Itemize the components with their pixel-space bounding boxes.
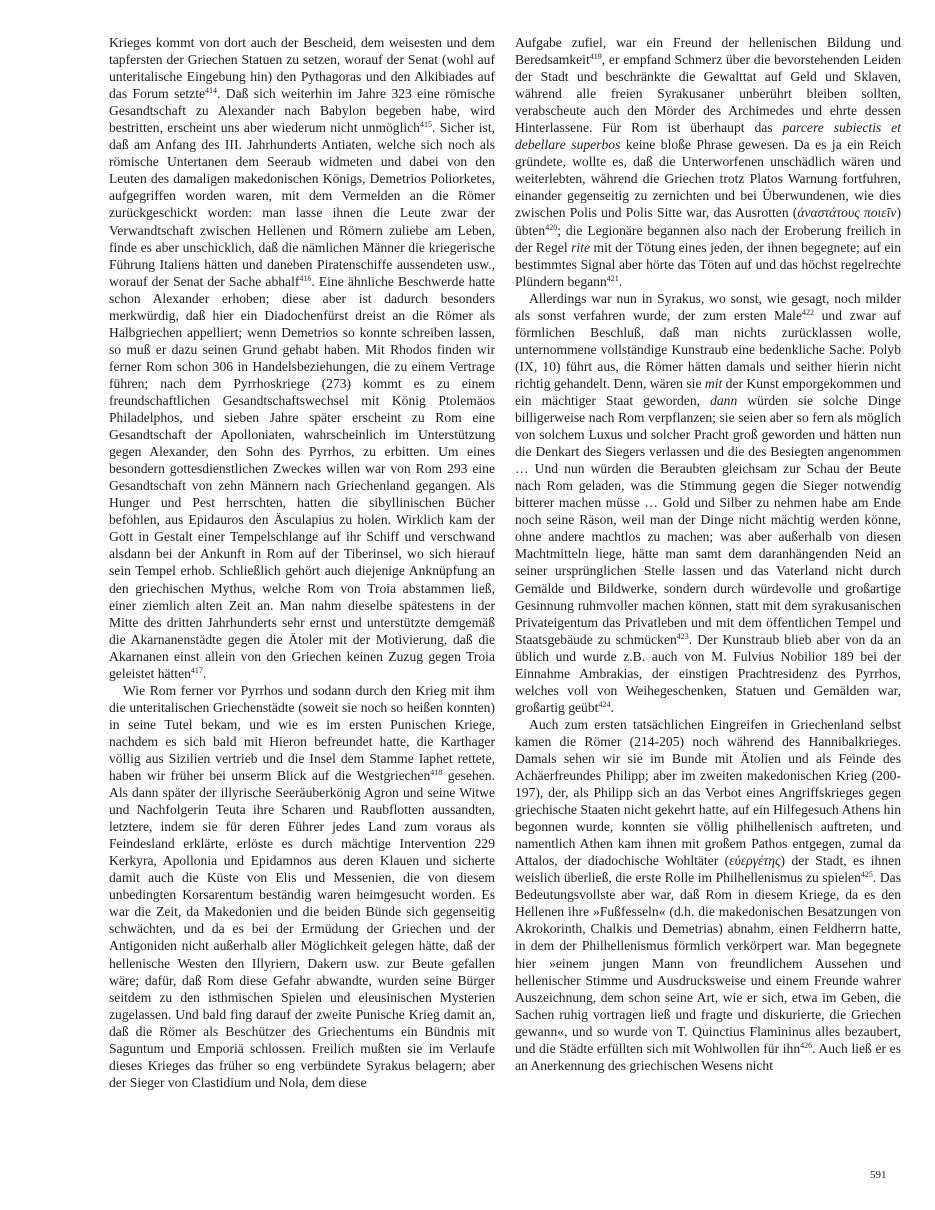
paragraph bbox=[515, 34, 901, 290]
emphasis-text: dann bbox=[710, 392, 738, 408]
paragraph bbox=[515, 716, 901, 1074]
paragraph bbox=[109, 682, 495, 1091]
footnote-ref: 419 bbox=[589, 52, 602, 62]
paragraph bbox=[515, 290, 901, 716]
footnote-ref: 420 bbox=[545, 222, 558, 232]
text-run: und zwar auf förmlichen Beschluß, daß man nichts zurücklassen wolle, unternommene vollständige Kunstraub eine bedenkliche Sache. Polyb (IX, 10) führt aus, die Römer hätten damals und seither hierin nicht richtig gehandelt. Denn, wären sie bbox=[515, 307, 901, 391]
footnote-ref: 415 bbox=[419, 120, 432, 130]
footnote-ref: 414 bbox=[205, 86, 218, 96]
emphasis-text: parcere subiectis et debellare superbos bbox=[515, 120, 901, 153]
footnote-ref: 421 bbox=[606, 273, 619, 283]
text-run: ; die Legionäre begannen also nach der Eroberung freilich in der Regel bbox=[515, 222, 901, 255]
emphasis-text: εὐεργέτης bbox=[729, 853, 781, 869]
footnote-ref: 418 bbox=[430, 768, 443, 778]
footnote-ref: 423 bbox=[676, 631, 689, 641]
text-run: ) übten bbox=[515, 205, 901, 238]
emphasis-text: mit bbox=[704, 375, 723, 391]
text-run: der Kunst emporgekommen und ein mächtiger Staat geworden, bbox=[515, 375, 901, 408]
text-run: Allerdings war nun in Syrakus, wo sonst, wie gesagt, noch milder als sonst verfahren wurde, der zum ersten Male bbox=[515, 290, 901, 323]
emphasis-text: ἀναστάτους ποιεῖν bbox=[797, 205, 897, 221]
text-run: . Auch ließ er es an Anerkennung des griechischen Wesens nicht bbox=[515, 1040, 901, 1073]
text-run: . Sicher ist, daß am Anfang des III. Jahrhunderts Antiaten, welche sich noch als römische Untertanen dem Seeraub widmeten und dabei von den Leuten des damaligen makedonischen Königs, Demetrios Poliorketes, aufgegriffen worden waren, mit dem Vermelden an die Römer zurückgeschickt worden: man lasse ihnen die Leute zwar der Verwandtschaft zwischen Hellenen und Römern zuliebe am Leben, finde es aber unschicklich, daß die nämlichen Männer die kriegerische Führung Italiens hätten und daneben Piratenschiffe aussendeten usw., worauf der Senat der Sache abhalf bbox=[109, 120, 495, 289]
footnote-ref: 424 bbox=[598, 699, 611, 709]
text-run: keine bloße Phrase gewesen. Da es ja ein Reich gründete, wollte es, daß die Unterworfenen unschädlich wären und weiterlebten, während die Griechen trotz Platos Warnung fortfuhren, einander gegenseitig zu zernichten und bei Überwundenen, wie dies zwischen Polis und Polis Sitte war, das Ausrotten ( bbox=[515, 137, 901, 221]
left-text-column bbox=[109, 34, 495, 1091]
footnote-ref: 416 bbox=[299, 273, 312, 283]
text-run: , er empfand Schmerz über die bevorstehenden Leiden der Stadt und beschränkte die Gewalttat auf Geld und Sklaven, während alle freien Syrakusaner unberührt bleiben sollten, verabscheute auch den Mörder des Archimedes und ehrte dessen Hinterlassene. Für Rom ist überhaupt das bbox=[515, 52, 901, 136]
emphasis-text: rite bbox=[571, 239, 591, 255]
text-run: würden sie solche Dinge billigerweise nach Rom verpflanzen; sie seien aber so fern als möglich von solchem Luxus und solcher Pracht groß geworden und hätten nun die Denkart des Siegers verlassen und die des Besiegten angenommen … Und nun würden die Beraubten gleichsam zur Schau der Beute nach Rom geladen, was die Stimmung gegen die Sieger notwendig bitterer machen müsse … Gold und Silber zu nehmen habe am Ende noch seine Räson, weil man der Dinge nicht mächtig werden könne, ohne andere machtlos zu machen; was aber außerhalb von diesen Machtmitteln liege, hätte man samt dem daranhängenden Neid an seiner ursprünglichen Stelle lassen und das Vaterland nicht durch Gemälde und Bildwerke, sondern durch würdevolle und großartige Gesinnung ruhmvoller machen können, statt mit dem syrakusanischen Privateigentum das Privatleben und mit dem öffentlichen Tempel und Staatsgebäude zu schmücken bbox=[515, 392, 901, 647]
text-run: . bbox=[618, 273, 623, 289]
text-run: Aufgabe zufiel, war ein Freund der hellenischen Bildung und Beredsamkeit bbox=[515, 35, 901, 68]
page-number: 591 bbox=[870, 1169, 887, 1181]
text-run: Krieges kommt von dort auch der Bescheid, dem weisesten und dem tapfersten der Griechen Statuen zu setzen, worauf der Senat (wohl auf unteritalische Eingebung hin) den Pythagoras und den Alkibiades auf das Forum setzte bbox=[109, 35, 495, 102]
text-run: ) der Stadt, es ihnen weislich überließ, die erste Rolle im Philhellenismus zu spielen bbox=[515, 853, 901, 886]
footnote-ref: 417 bbox=[190, 665, 203, 675]
text-run: Auch zum ersten tatsächlichen Eingreifen in Griechenland selbst kamen die Römer (214-205) noch während des Hannibalkrieges. Damals sehen wir sie im Bunde mit Ätolien und als Feinde des Achäerfreundes Philipp; aber im zweiten makedonischen Krieg (200-197), der, als Philipp sich an das Verbot eines Angriffskrieges gegen griechische Staaten nicht gekehrt hatte, auf ein Hilfegesuch Athens hin begonnen wurde, konnten sie völlig philhellenisch auftreten, und namentlich Athen kam ihnen mit großem Pathos entgegen, zumal da Attalos, der diadochische Wohltäter ( bbox=[515, 716, 901, 869]
text-run: . bbox=[610, 699, 614, 715]
text-run: gesehen. Als dann später der illyrische Seeräuberkönig Agron und seine Witwe und Nachfolgerin Teuta ihre Scharen und Raubflotten aussandten, letztere, indem sie für deren Führer jedes Land zum voraus als Feindesland erklärte, erlöste es durch mächtige Intervention 229 Kerkyra, Apollonia und Epidamnos aus deren Klauen und sicherte damit auch die Küste von Elis und Messenien, die von diesem unbedingten Korsarentum beständig waren heimgesucht worden. Es war die Zeit, da Makedonien und die beiden Bünde sich gegenseitig schwächten, und da es bei der Ermüdung der Griechen und der Antigoniden nicht außerhalb aller Möglichkeit gelegen hätte, daß der hellenische Westen den Illyriern, Dakern usw. zur Beute gefallen wäre; dafür, daß Rom diese Gefahr abwandte, wurden seine Bürger seitdem zu den isthmischen Spielen und eleusinischen Mysterien zugelassen. Und bald fing darauf der zweite Punische Krieg damit an, daß die Römer als Beschützer des Griechentums ein Bündnis mit Saguntum und Emporiä schlossen. Freilich mußten sie im Verlaufe dieses Krieges das früher so eng verbündete Syrakus belagern; aber der Sieger von Clastidium und Nola, dem diese bbox=[109, 768, 495, 1090]
text-run: . bbox=[202, 665, 207, 681]
text-run: . Das Bedeutungsvollste aber war, daß Rom in diesem Kriege, da es den Hellenen ihre »Fußfesseln« (d.h. die makedonischen Besatzungen von Akrokorinth, Chalkis und Demetrias) abnahm, einen Feldherrn hatte, in dem der Philhellenismus förmlich verkörpert war. Man begegnete hier »einem jungen Mann von freundlichem Aussehen und hellenischer Stimme und Ausdrucksweise und einem Freunde wahrer Auszeichnung, dem schon seine Art, wie er sich, etwa im Geben, die Sachen ruhig vortragen ließ und fragte und diskurierte, die Griechen gewann«, und so wurde von T. Quinctius Flamininus alles bezaubert, und die Städte erfüllten sich mit Wohlwollen für ihn bbox=[515, 870, 901, 1056]
footnote-ref: 425 bbox=[860, 870, 873, 880]
right-text-column bbox=[515, 34, 901, 1074]
text-run: Wie Rom ferner vor Pyrrhos und sodann durch den Krieg mit ihm die unteritalischen Griechenstädte (soweit sie noch so heißen konnten) in seine Tutel bekam, und wie es im ersten Punischen Kriege, nachdem es sich bald mit Hieron befreundet hatte, die Karthager völlig aus Sizilien vertrieb und die Insel dem Stamme Iaphet rettete, haben wir früher bei unserm Blick auf die Westgriechen bbox=[109, 682, 495, 784]
paragraph bbox=[109, 34, 495, 682]
text-run: . Daß sich weiterhin im Jahre 323 eine römische Gesandtschaft zu Alexander nach Babylon begeben habe, wird bestritten, erscheint uns aber wiederum nicht unmöglich bbox=[109, 86, 496, 136]
text-run: mit der Tötung eines jeden, der ihnen begegnete; auf ein bestimmtes Signal aber hörte das Töten auf und das höchst regelrechte Plündern begann bbox=[515, 239, 901, 289]
footnote-ref: 422 bbox=[801, 307, 814, 317]
footnote-ref: 426 bbox=[800, 1040, 813, 1050]
text-run: . Eine ähnliche Beschwerde hatte schon Alexander erhoben; diese aber ist dadurch besonders merkwürdig, daß hier ein Diadochenfürst dreist an die Römer als Halbgriechen appelliert; wenn Demetrios so konnte schreiben lassen, so muß er dazu seinen Grund gehabt haben. Mit Rhodos finden wir ferner Rom schon 306 in Handelsbeziehungen, die zu einem Vertrage führen; nach dem Pyrrhoskriege (273) kommt es zu einem freundschaftlichen Gesandtschaftswechsel mit König Ptolemäos Philadelphos, und sieben Jahre später erscheint zu Rom eine Gesandtschaft der Apolloniaten, wahrscheinlich im Unterstützung gegen Alexander, den Sohn des Pyrrhos, zu erbitten. Um eines besondern gottesdienstlichen Zweckes willen war von Rom 293 eine Gesandtschaft von zehn Männern nach Griechenland gegangen. Als Hunger und Pest herrschten, hatten die sibyllinischen Bücher befohlen, aus Epidauros den Äsculapius zu holen. Wirklich kam der Gott in Gestalt einer Tempelschlange auf ihr Schiff und verschwand alsdann bei der Ankunft in Rom auf der Tiberinsel, wo sich hierauf sein Tempel erhob. Schließlich gehört auch diejenige Anknüpfung an den griechischen Mythus, welche Rom von Troia abstammen ließ, einer ziemlich alten Zeit an. Man nahm dieselbe spätestens in der Mitte des dritten Jahrhunderts sehr ernst und unterstützte demgemäß die Akarnanenstädte gegen die Ätoler mit der Motivierung, daß die Akarnanen einst allein von den Griechen keinen Zuzug gegen Troia geleistet hätten bbox=[109, 273, 496, 681]
text-run: . Der Kunstraub blieb aber von da an üblich und wurde z.B. auch von M. Fulvius Nobilior 189 bei der Einnahme Ambrakias, der einstigen Prachtresidenz des Pyrrhos, welches voll von Weihegeschenken, Statuen und Gemälden war, großartig geübt bbox=[515, 631, 901, 715]
